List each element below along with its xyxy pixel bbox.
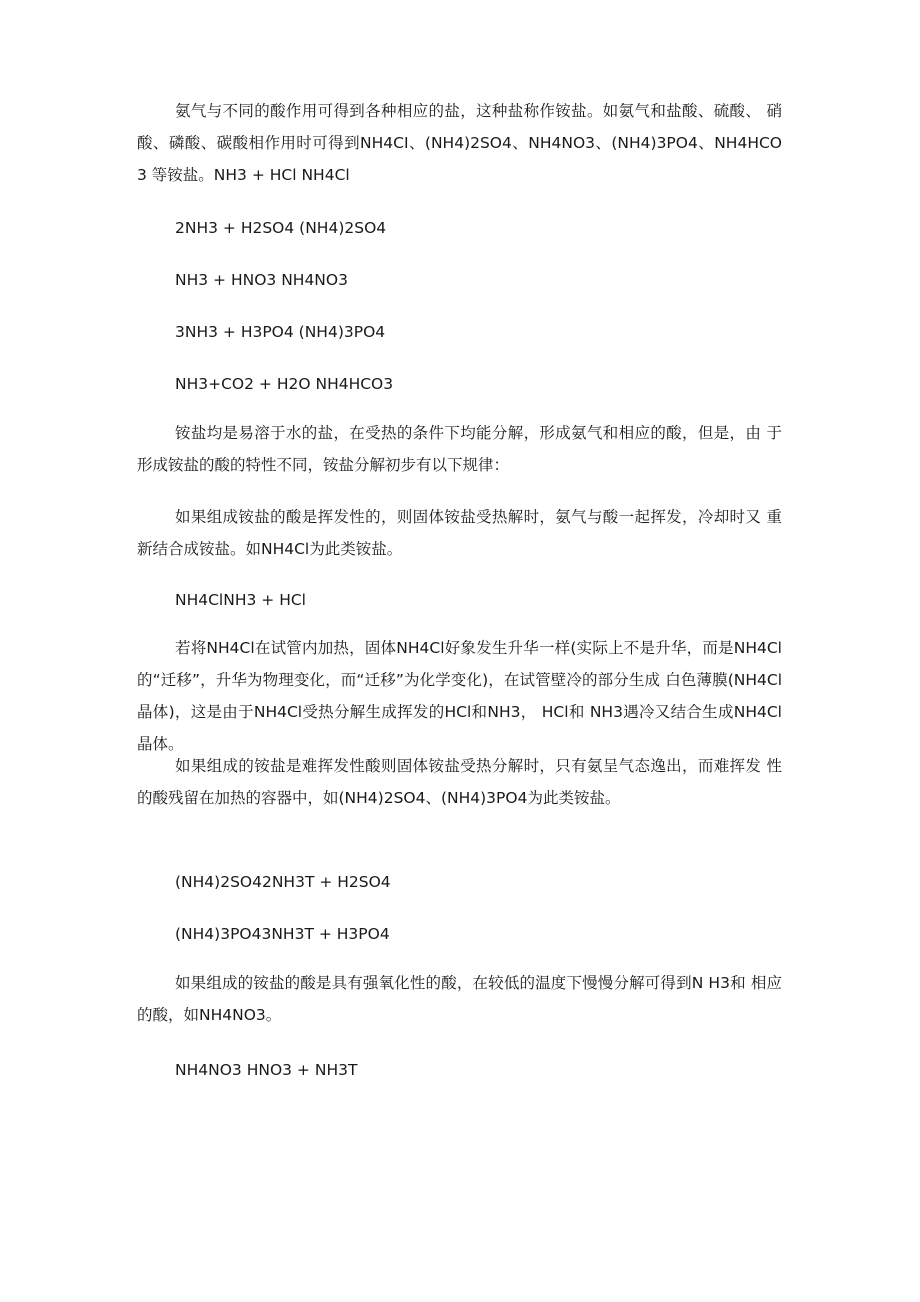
equation-nh4cl-decomposition: NH4ClNH3 + HCl xyxy=(175,591,306,609)
paragraph-ammonia-acid-salts: 氨气与不同的酸作用可得到各种相应的盐，这种盐称作铵盐。如氨气和盐酸、硫酸、 硝酸、磷酸、碳酸相作用时可得到NH4CI、(NH4)2SO4、NH4NO3、(NH4)3PO4、NH4HCO3 等铵盐。NH3 + HCl NH4Cl xyxy=(137,102,782,184)
equation-sulfuric: 2NH3 + H2SO4 (NH4)2SO4 xyxy=(175,219,387,237)
equation-ammonium-phosphate: (NH4)3PO43NH3T + H3PO4 xyxy=(175,925,390,943)
equation-nitric: NH3 + HNO3 NH4NO3 xyxy=(175,271,348,289)
equation-phosphoric: 3NH3 + H3PO4 (NH4)3PO4 xyxy=(175,323,386,341)
paragraph-oxidizing-acid: 如果组成的铵盐的酸是具有强氧化性的酸，在较低的温度下慢慢分解可得到N H3和 相应的酸，如NH4NO3。 xyxy=(137,974,782,1024)
paragraph-nh4cl-migration: 若将NH4Cl在试管内加热，固体NH4Cl好象发生升华一样(实际上不是升华，而是NH4Cl的“迁移”，升华为物理变化，而“迁移”为化学变化)，在试管壁冷的部分生成 白色薄膜(NH4Cl晶体)，这是由于NH4Cl受热分解生成挥发的HCl和NH3， HCl和 NH3遇冷又结合生成NH4Cl晶体。 xyxy=(137,639,782,753)
equation-ammonium-sulfate: (NH4)2SO42NH3T + H2SO4 xyxy=(175,873,391,891)
equation-ammonium-nitrate: NH4NO3 HNO3 + NH3T xyxy=(175,1061,358,1079)
paragraph-decomposition-rules: 铵盐均是易溶于水的盐，在受热的条件下均能分解，形成氨气和相应的酸，但是，由 于形成铵盐的酸的特性不同，铵盐分解初步有以下规律： xyxy=(137,424,782,474)
paragraph-nonvolatile-acid: 如果组成的铵盐是难挥发性酸则固体铵盐受热分解时，只有氨呈气态逸出，而难挥发 性的酸残留在加热的容器中，如(NH4)2SO4、(NH4)3PO4为此类铵盐。 xyxy=(137,757,782,807)
equation-carbonic: NH3+CO2 + H2O NH4HCO3 xyxy=(175,375,394,393)
paragraph-volatile-acid: 如果组成铵盐的酸是挥发性的，则固体铵盐受热解时，氨气与酸一起挥发，冷却时又 重新结合成铵盐。如NH4Cl为此类铵盐。 xyxy=(137,508,782,558)
